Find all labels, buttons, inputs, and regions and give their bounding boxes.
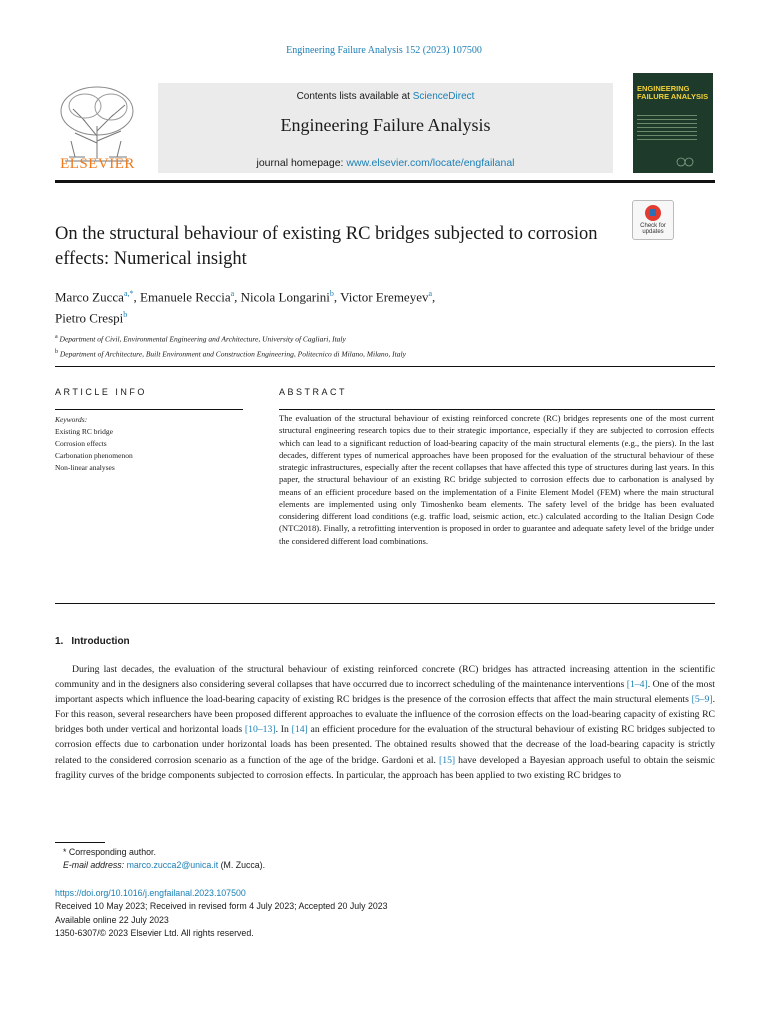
affiliation: $^b$ Department of Architecture, Built Environment and Construction Engineering, Politecnico di Milano, Milano, Italy: [55, 348, 406, 358]
check-updates-label: Check for updates: [640, 223, 666, 235]
email-link[interactable]: marco.zucca2@unica.it: [126, 860, 219, 870]
reference-link[interactable]: [1–4]: [626, 679, 648, 691]
paper-title: On the structural behaviour of existing RC bridges subjected to corrosion effects: Numerical insight: [55, 224, 598, 269]
keywords-label: Keywords:: [55, 415, 88, 424]
journal-header: [55, 73, 715, 183]
article-info-heading: ARTICLE INFO: [55, 387, 147, 397]
doi-link[interactable]: https://doi.org/10.1016/j.engfailanal.2023.107500: [55, 888, 246, 898]
abstract-text: The evaluation of the structural behaviour of existing reinforced concrete (RC) bridges represents one of the most current structural engineering research topics due to their strategic importance, especially if they are subjected to corrosion effects which can lead to a significant reduction of load-bearing capacity of the main structural elements (e.g., the piers). In the last decades, different types of numerical approaches have been proposed for the evaluation of the structural behaviour of these strategic infrastructures, especially after the recent collapses that have affected this type of structures during last years. In this paper, the structural behaviour of an existing RC bridge subjected to corrosion effects due to carbonation is analysed by means of an efficient procedure based on the implementation of a Finite Element Model (FEM) where the main structural elements are implemented using only Timoshenko beam elements. The safety level of the bridge has been evaluated considering different load conditions (e.g. traffic load, seismic action, etc.) calculated according to the Italian Design Code (NTC2018). Finally, a retrofitting intervention is proposed in order to guarantee and adequate safety level of the bridge under the considered different load combinations.: [279, 413, 714, 546]
received-dates: Received 10 May 2023; Received in revised form 4 July 2023; Accepted 20 July 2023: [55, 901, 388, 912]
keyword: Non-linear analyses: [55, 463, 115, 472]
sciencedirect-link[interactable]: ScienceDirect: [412, 91, 475, 102]
header-rule: [55, 180, 715, 183]
author-name[interactable]: Emanuele Reccia: [140, 289, 231, 305]
journal-title: Engineering Failure Analysis: [280, 115, 491, 135]
author-affil-mark[interactable]: b: [329, 289, 334, 298]
abstract-heading: ABSTRACT: [279, 387, 348, 397]
divider: [55, 366, 715, 367]
author-affil-mark[interactable]: a,*: [123, 289, 134, 298]
elsevier-wordmark: ELSEVIER: [60, 156, 135, 172]
affiliations: [55, 331, 655, 360]
email-note: E-mail address: marco.zucca2@unica.it (M. Zucca).: [63, 860, 266, 870]
journal-citation[interactable]: Engineering Failure Analysis 152 (2023) 107500: [286, 45, 482, 56]
contents-line: Contents lists available at ScienceDirect: [296, 91, 475, 102]
author-name[interactable]: Nicola Longarini: [240, 289, 330, 305]
crossmark-icon: [645, 205, 661, 221]
divider: [55, 409, 243, 410]
author-affil-mark[interactable]: b: [123, 310, 128, 320]
reference-link[interactable]: [15]: [439, 754, 456, 766]
affiliation: $^a$ Department of Civil, Environmental Engineering and Architecture, University of Cagliari, Italy: [55, 334, 346, 344]
journal-homepage-link[interactable]: www.elsevier.com/locate/engfailanal: [346, 157, 515, 169]
keyword: Existing RC bridge: [55, 427, 113, 436]
author-affil-mark[interactable]: a: [428, 289, 433, 298]
author-name[interactable]: Victor Eremeyev: [340, 289, 429, 305]
cover-title: ENGINEERING FAILURE ANALYSIS: [637, 84, 709, 101]
footnote-rule: [55, 842, 105, 843]
divider: [279, 409, 715, 410]
cover-graphic: [637, 157, 709, 167]
cover-text-lines: [637, 115, 697, 143]
reference-link[interactable]: [5–9]: [691, 694, 713, 706]
keyword: Corrosion effects: [55, 439, 107, 448]
keyword: Carbonation phenomenon: [55, 451, 133, 460]
author-list: Marco Zucca$^{a,*}$, Emanuele Reccia$^a$, Nicola Longarini$^b$, Victor Eremeyev$^a$, Pietro Crespi$^b$: [55, 289, 436, 326]
reference-link[interactable]: [10–13]: [244, 724, 276, 736]
publication-info: [55, 887, 388, 940]
journal-banner: [158, 83, 613, 173]
copyright: 1350-6307/© 2023 Elsevier Ltd. All rights reserved.: [55, 927, 254, 938]
reference-link[interactable]: [14]: [291, 724, 308, 736]
journal-cover-image: [633, 73, 713, 173]
author-affil-mark[interactable]: a: [230, 289, 235, 298]
keywords-list: [55, 414, 245, 474]
author-name[interactable]: Pietro Crespi: [55, 310, 124, 326]
divider: [55, 603, 715, 604]
homepage-line: journal homepage: www.elsevier.com/locate/engfailanal: [256, 157, 515, 169]
intro-paragraph: During last decades, the evaluation of the structural behaviour of existing reinforced concrete (RC) bridges has attracted increasing attention in the scientific community and in the designers also considering several collapses that have occurred due to incorrect scheduling of the maintenance interventions [1–4]. One of the most important aspects which influence the load-bearing capacity of existing RC bridges is the presence of the corrosion effects that affect the main structural elements [5–9]. For this reason, several researchers have been proposed different approaches to evaluate the influence of the corrosion effects on the load-bearing capacity of existing RC bridges both under vertical and horizontal loads [10–13]. In [14] an efficient procedure for the evaluation of the structural behaviour of existing RC bridges subjected to corrosion effects due to carbonation under horizontal loads has been presented. The obtained results showed that the decrease of the load-bearing capacity is strictly related to the considered corrosion scenario as a function of the age of the bridge. Gardoni et al. [15] have developed a Bayesian approach useful to obtain the seismic fragility curves of the bridge components subjected to corrosion effects. In particular, the approach has been applied to two existing RC bridges to: [55, 664, 715, 781]
available-online: Available online 22 July 2023: [55, 914, 169, 925]
check-for-updates-button[interactable]: [632, 200, 674, 240]
author-name[interactable]: Marco Zucca: [55, 289, 124, 305]
footnotes: [63, 846, 265, 872]
section-heading: 1. Introduction: [55, 636, 130, 647]
corresponding-author-note: * Corresponding author.: [63, 847, 156, 857]
